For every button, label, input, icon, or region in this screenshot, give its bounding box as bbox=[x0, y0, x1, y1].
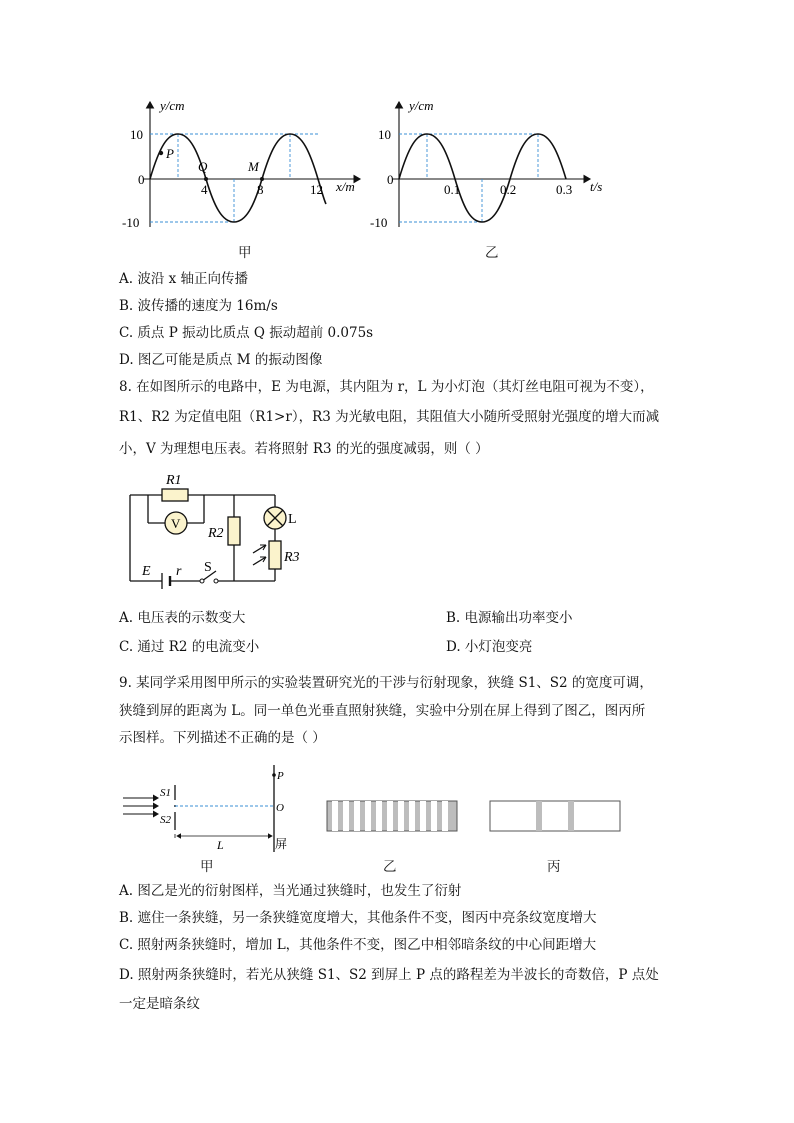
label-q: Q bbox=[198, 159, 208, 174]
q7-option-a: A. 波沿 x 轴正向传播 bbox=[119, 271, 249, 287]
x-axis-label-jia: x/m bbox=[336, 179, 355, 194]
caption-jia-wave: 甲 bbox=[238, 245, 252, 261]
q8-stem-line2: R1、R2 为定值电阻（R1>r），R3 为光敏电阻，其阻值大小随所受照射光强度的增大而减 bbox=[119, 409, 660, 425]
origin-yi: 0 bbox=[387, 172, 394, 187]
photoresistor-r3 bbox=[269, 541, 281, 569]
label-r3: R3 bbox=[284, 550, 300, 565]
label-l: L bbox=[288, 512, 297, 527]
double-slit-apparatus bbox=[118, 760, 298, 855]
label-m: M bbox=[248, 159, 259, 174]
label-r1: R1 bbox=[166, 473, 182, 488]
circuit-diagram bbox=[120, 465, 320, 590]
label-v: V bbox=[171, 516, 181, 531]
point-p bbox=[159, 151, 163, 155]
label-screen: 屏 bbox=[275, 837, 288, 851]
q8-option-b: B. 电源输出功率变小 bbox=[446, 610, 573, 626]
wave-curve-yi bbox=[399, 134, 566, 222]
y-tick-neg10-jia: -10 bbox=[122, 215, 140, 230]
y-tick-10-jia: 10 bbox=[130, 127, 143, 142]
x-tick-8: 8 bbox=[257, 182, 264, 197]
caption-yi-wave: 乙 bbox=[485, 245, 499, 261]
label-p-screen: P bbox=[277, 770, 284, 782]
q9-option-d-line2: 一定是暗条纹 bbox=[119, 996, 200, 1012]
label-s: S bbox=[204, 560, 212, 575]
q9-option-a: A. 图乙是光的衍射图样，当光通过狭缝时，也发生了衍射 bbox=[119, 883, 462, 899]
label-l-distance: L bbox=[217, 838, 224, 852]
q9-stem-line3: 示图样。下列描述不正确的是（ ） bbox=[119, 730, 326, 746]
t-tick-03: 0.3 bbox=[556, 182, 573, 197]
caption-bing-pattern: 丙 bbox=[547, 859, 561, 875]
caption-jia-apparatus: 甲 bbox=[200, 859, 214, 875]
x-tick-4: 4 bbox=[201, 182, 208, 197]
y-tick-10-yi: 10 bbox=[378, 127, 391, 142]
q8-option-d: D. 小灯泡变亮 bbox=[446, 639, 533, 655]
q8-option-a: A. 电压表的示数变大 bbox=[119, 610, 246, 626]
y-axis-label-yi: y/cm bbox=[409, 98, 434, 113]
q8-option-c: C. 通过 R2 的电流变小 bbox=[119, 639, 260, 655]
x-axis-label-yi: t/s bbox=[590, 179, 603, 194]
caption-yi-pattern: 乙 bbox=[383, 859, 397, 875]
label-p: P bbox=[166, 146, 174, 161]
wave-graph-jia bbox=[110, 92, 370, 242]
label-r2: R2 bbox=[208, 526, 224, 541]
q7-option-d: D. 图乙可能是质点 M 的振动图像 bbox=[119, 352, 323, 368]
q7-option-b: B. 波传播的速度为 16m/s bbox=[119, 298, 278, 314]
label-s1: S1 bbox=[160, 787, 171, 799]
t-tick-02: 0.2 bbox=[500, 182, 517, 197]
resistor-r2 bbox=[228, 517, 240, 545]
q8-stem-line1: 8. 在如图所示的电路中，E 为电源，其内阻为 r，L 为小灯泡（其灯丝电阻可视为不变）， bbox=[119, 379, 654, 395]
q9-option-c: C. 照射两条狭缝时，增加 L，其他条件不变，图乙中相邻暗条纹的中心间距增大 bbox=[119, 937, 597, 953]
wave-graph-yi bbox=[358, 92, 628, 242]
q9-option-d-line1: D. 照射两条狭缝时，若光从狭缝 S1、S2 到屏上 P 点的路程差为半波长的奇数倍，P 点处 bbox=[119, 967, 659, 983]
q7-option-c: C. 质点 P 振动比质点 Q 振动超前 0.075s bbox=[119, 325, 374, 341]
label-r: r bbox=[176, 564, 182, 579]
q9-option-b: B. 遮住一条狭缝，另一条狭缝宽度增大，其他条件不变，图丙中亮条纹宽度增大 bbox=[119, 910, 597, 926]
y-axis-label-jia: y/cm bbox=[160, 98, 185, 113]
q8-stem-line3: 小，V 为理想电压表。若将照射 R3 的光的强度减弱，则（ ） bbox=[119, 441, 489, 457]
label-s2: S2 bbox=[160, 814, 171, 826]
q9-stem-line2: 狭缝到屏的距离为 L。同一单色光垂直照射狭缝，实验中分别在屏上得到了图乙，图丙所 bbox=[119, 703, 646, 719]
y-tick-neg10-yi: -10 bbox=[370, 215, 388, 230]
wave-curve-jia bbox=[150, 134, 326, 222]
label-e: E bbox=[142, 564, 151, 579]
label-o: O bbox=[276, 802, 284, 814]
x-tick-12: 12 bbox=[310, 182, 323, 197]
diffraction-pattern bbox=[489, 800, 623, 834]
t-tick-01: 0.1 bbox=[444, 182, 461, 197]
q9-stem-line1: 9. 某同学采用图甲所示的实验装置研究光的干涉与衍射现象，狭缝 S1、S2 的宽度可调， bbox=[119, 675, 653, 691]
origin-jia: 0 bbox=[138, 172, 145, 187]
resistor-r1 bbox=[162, 489, 188, 501]
interference-pattern bbox=[326, 800, 460, 834]
